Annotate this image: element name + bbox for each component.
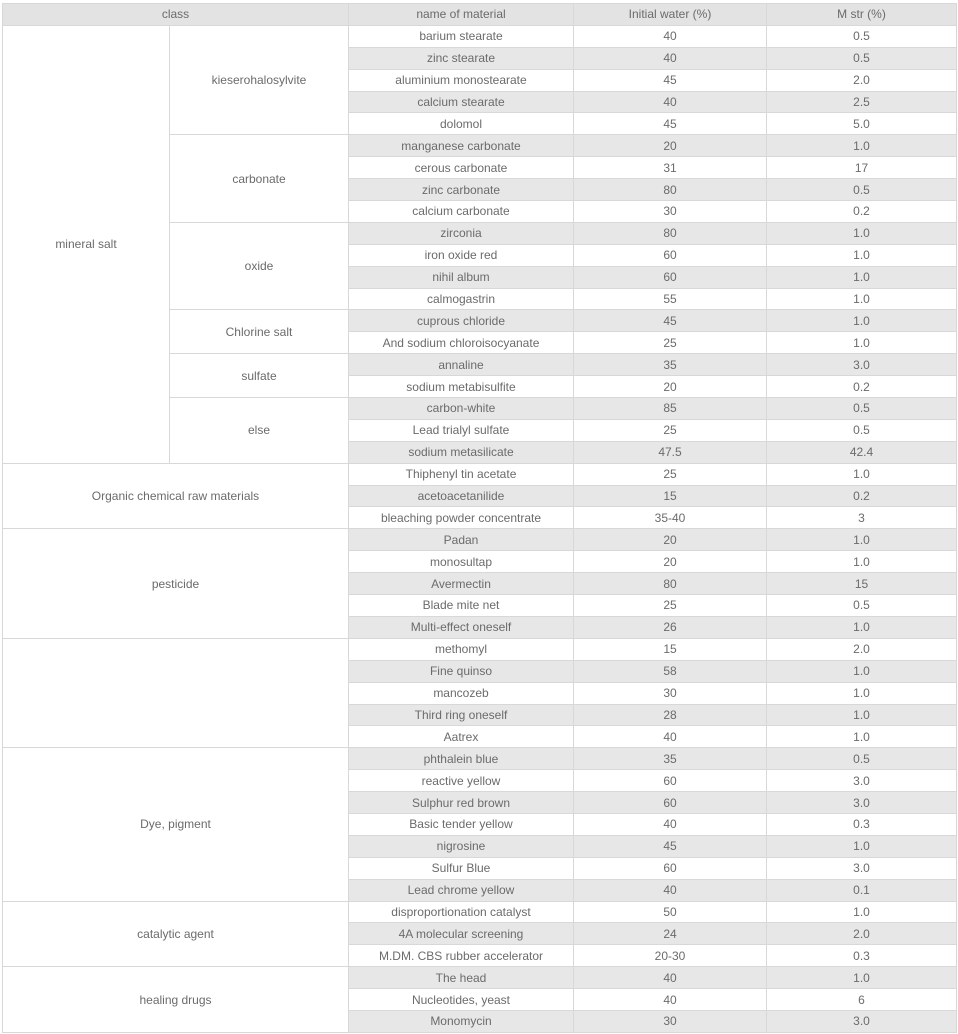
m-str-cell: 1.0 [767, 901, 957, 923]
subclass-cell: oxide [170, 222, 349, 310]
initial-water-cell: 45 [574, 835, 767, 857]
initial-water-cell: 60 [574, 792, 767, 814]
material-name-cell: Aatrex [349, 726, 574, 748]
initial-water-cell: 20-30 [574, 945, 767, 967]
m-str-cell: 0.5 [767, 419, 957, 441]
m-str-cell: 1.0 [767, 244, 957, 266]
material-name-cell: Sulfur Blue [349, 857, 574, 879]
m-str-cell: 1.0 [767, 288, 957, 310]
material-name-cell: Blade mite net [349, 595, 574, 617]
material-name-cell: Lead chrome yellow [349, 879, 574, 901]
initial-water-cell: 35 [574, 354, 767, 376]
m-str-cell: 1.0 [767, 332, 957, 354]
material-name-cell: Fine quinso [349, 660, 574, 682]
initial-water-cell: 60 [574, 857, 767, 879]
m-str-cell: 6 [767, 989, 957, 1011]
m-str-cell: 0.5 [767, 748, 957, 770]
initial-water-cell: 50 [574, 901, 767, 923]
initial-water-cell: 20 [574, 551, 767, 573]
initial-water-cell: 15 [574, 485, 767, 507]
header-row [3, 4, 957, 26]
m-str-cell: 0.3 [767, 813, 957, 835]
m-str-cell: 1.0 [767, 835, 957, 857]
m-str-cell: 1.0 [767, 310, 957, 332]
m-str-cell: 1.0 [767, 135, 957, 157]
initial-water-cell: 47.5 [574, 441, 767, 463]
m-str-cell: 0.5 [767, 47, 957, 69]
table-row [3, 901, 957, 923]
material-name-cell: The head [349, 967, 574, 989]
class-cell: Dye, pigment [3, 748, 349, 901]
material-name-cell: Thiphenyl tin acetate [349, 463, 574, 485]
class-cell [3, 638, 349, 747]
m-str-cell: 0.3 [767, 945, 957, 967]
class-cell: catalytic agent [3, 901, 349, 967]
m-str-cell: 17 [767, 157, 957, 179]
m-str-cell: 42.4 [767, 441, 957, 463]
material-name-cell: Third ring oneself [349, 704, 574, 726]
m-str-cell: 2.5 [767, 91, 957, 113]
m-str-cell: 5.0 [767, 113, 957, 135]
initial-water-cell: 40 [574, 91, 767, 113]
m-str-cell: 3 [767, 507, 957, 529]
initial-water-cell: 20 [574, 135, 767, 157]
class-cell: healing drugs [3, 967, 349, 1033]
initial-water-cell: 58 [574, 660, 767, 682]
initial-water-cell: 25 [574, 463, 767, 485]
class-cell: pesticide [3, 529, 349, 638]
material-name-cell: bleaching powder concentrate [349, 507, 574, 529]
material-name-cell: cuprous chloride [349, 310, 574, 332]
column-header: M str (%) [767, 4, 957, 26]
table-row [3, 748, 957, 770]
material-name-cell: disproportionation catalyst [349, 901, 574, 923]
initial-water-cell: 80 [574, 222, 767, 244]
initial-water-cell: 28 [574, 704, 767, 726]
material-name-cell: Avermectin [349, 573, 574, 595]
subclass-cell: Chlorine salt [170, 310, 349, 354]
material-name-cell: Lead trialyl sulfate [349, 419, 574, 441]
subclass-cell: kieserohalosylvite [170, 25, 349, 134]
material-name-cell: Padan [349, 529, 574, 551]
m-str-cell: 1.0 [767, 616, 957, 638]
material-name-cell: monosultap [349, 551, 574, 573]
m-str-cell: 3.0 [767, 770, 957, 792]
m-str-cell: 1.0 [767, 529, 957, 551]
m-str-cell: 0.5 [767, 595, 957, 617]
material-name-cell: dolomol [349, 113, 574, 135]
material-name-cell: methomyl [349, 638, 574, 660]
column-header: Initial water (%) [574, 4, 767, 26]
material-name-cell: zinc carbonate [349, 179, 574, 201]
material-name-cell: aluminium monostearate [349, 69, 574, 91]
m-str-cell: 2.0 [767, 69, 957, 91]
material-name-cell: Monomycin [349, 1010, 574, 1032]
m-str-cell: 0.5 [767, 25, 957, 47]
m-str-cell: 2.0 [767, 638, 957, 660]
subclass-cell: else [170, 398, 349, 464]
m-str-cell: 1.0 [767, 682, 957, 704]
m-str-cell: 1.0 [767, 222, 957, 244]
material-name-cell: iron oxide red [349, 244, 574, 266]
initial-water-cell: 25 [574, 419, 767, 441]
initial-water-cell: 25 [574, 332, 767, 354]
initial-water-cell: 31 [574, 157, 767, 179]
table-body [3, 25, 957, 1032]
m-str-cell: 1.0 [767, 726, 957, 748]
column-header: name of material [349, 4, 574, 26]
material-name-cell: mancozeb [349, 682, 574, 704]
column-header: class [3, 4, 349, 26]
material-name-cell: calmogastrin [349, 288, 574, 310]
m-str-cell: 1.0 [767, 463, 957, 485]
initial-water-cell: 85 [574, 398, 767, 420]
initial-water-cell: 45 [574, 113, 767, 135]
m-str-cell: 1.0 [767, 704, 957, 726]
initial-water-cell: 40 [574, 879, 767, 901]
material-name-cell: Multi-effect oneself [349, 616, 574, 638]
m-str-cell: 0.5 [767, 179, 957, 201]
subclass-cell: sulfate [170, 354, 349, 398]
initial-water-cell: 40 [574, 989, 767, 1011]
material-name-cell: cerous carbonate [349, 157, 574, 179]
material-name-cell: zinc stearate [349, 47, 574, 69]
initial-water-cell: 40 [574, 726, 767, 748]
table-row [3, 529, 957, 551]
material-name-cell: 4A molecular screening [349, 923, 574, 945]
initial-water-cell: 60 [574, 266, 767, 288]
class-cell: mineral salt [3, 25, 170, 463]
initial-water-cell: 40 [574, 967, 767, 989]
materials-table [2, 3, 957, 1033]
initial-water-cell: 35 [574, 748, 767, 770]
m-str-cell: 3.0 [767, 792, 957, 814]
m-str-cell: 1.0 [767, 660, 957, 682]
material-name-cell: zirconia [349, 222, 574, 244]
initial-water-cell: 80 [574, 179, 767, 201]
m-str-cell: 1.0 [767, 967, 957, 989]
table-header [3, 4, 957, 26]
table-row [3, 967, 957, 989]
initial-water-cell: 80 [574, 573, 767, 595]
material-name-cell: And sodium chloroisocyanate [349, 332, 574, 354]
initial-water-cell: 25 [574, 595, 767, 617]
material-name-cell: calcium stearate [349, 91, 574, 113]
initial-water-cell: 35-40 [574, 507, 767, 529]
material-name-cell: carbon-white [349, 398, 574, 420]
initial-water-cell: 40 [574, 25, 767, 47]
subclass-cell: carbonate [170, 135, 349, 223]
initial-water-cell: 30 [574, 1010, 767, 1032]
initial-water-cell: 40 [574, 813, 767, 835]
material-name-cell: nihil album [349, 266, 574, 288]
m-str-cell: 3.0 [767, 857, 957, 879]
material-name-cell: sodium metasilicate [349, 441, 574, 463]
material-name-cell: barium stearate [349, 25, 574, 47]
initial-water-cell: 60 [574, 770, 767, 792]
m-str-cell: 15 [767, 573, 957, 595]
table-row [3, 638, 957, 660]
material-name-cell: annaline [349, 354, 574, 376]
initial-water-cell: 45 [574, 69, 767, 91]
initial-water-cell: 55 [574, 288, 767, 310]
initial-water-cell: 20 [574, 529, 767, 551]
initial-water-cell: 30 [574, 682, 767, 704]
m-str-cell: 0.2 [767, 201, 957, 223]
m-str-cell: 3.0 [767, 354, 957, 376]
initial-water-cell: 24 [574, 923, 767, 945]
m-str-cell: 0.5 [767, 398, 957, 420]
initial-water-cell: 40 [574, 47, 767, 69]
material-name-cell: sodium metabisulfite [349, 376, 574, 398]
m-str-cell: 1.0 [767, 551, 957, 573]
m-str-cell: 1.0 [767, 266, 957, 288]
material-name-cell: Basic tender yellow [349, 813, 574, 835]
material-name-cell: acetoacetanilide [349, 485, 574, 507]
material-name-cell: manganese carbonate [349, 135, 574, 157]
m-str-cell: 2.0 [767, 923, 957, 945]
material-name-cell: Nucleotides, yeast [349, 989, 574, 1011]
initial-water-cell: 60 [574, 244, 767, 266]
m-str-cell: 0.2 [767, 485, 957, 507]
m-str-cell: 0.1 [767, 879, 957, 901]
class-cell: Organic chemical raw materials [3, 463, 349, 529]
initial-water-cell: 45 [574, 310, 767, 332]
material-name-cell: nigrosine [349, 835, 574, 857]
m-str-cell: 0.2 [767, 376, 957, 398]
table-row [3, 463, 957, 485]
initial-water-cell: 15 [574, 638, 767, 660]
material-name-cell: reactive yellow [349, 770, 574, 792]
material-name-cell: Sulphur red brown [349, 792, 574, 814]
material-name-cell: calcium carbonate [349, 201, 574, 223]
material-name-cell: M.DM. CBS rubber accelerator [349, 945, 574, 967]
initial-water-cell: 26 [574, 616, 767, 638]
initial-water-cell: 20 [574, 376, 767, 398]
material-name-cell: phthalein blue [349, 748, 574, 770]
table-row [3, 25, 957, 47]
initial-water-cell: 30 [574, 201, 767, 223]
m-str-cell: 3.0 [767, 1010, 957, 1032]
